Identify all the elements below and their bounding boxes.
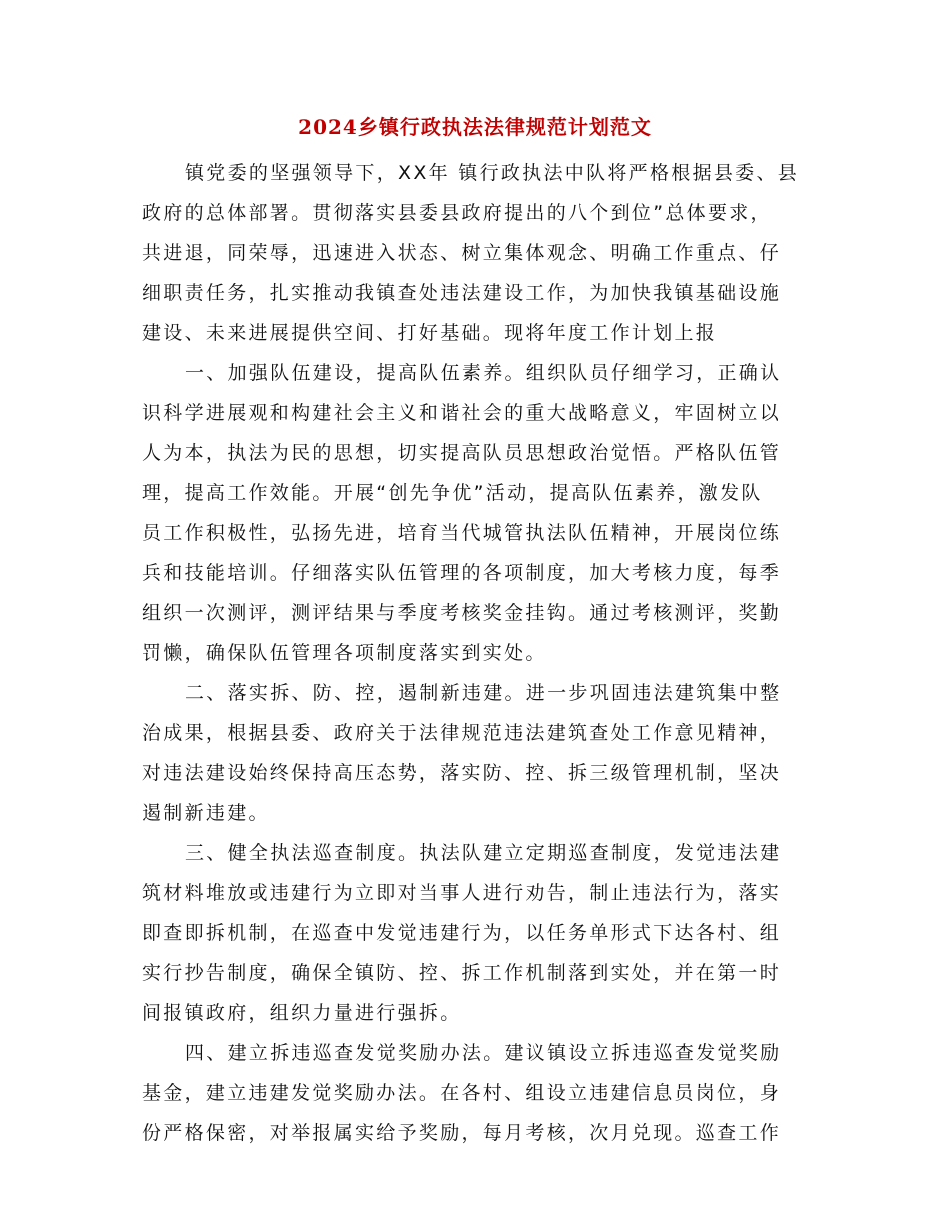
paragraph-line: 一、加强队伍建设，提高队伍素养。组织队员仔细学习，正确认	[185, 362, 782, 384]
paragraph-line: 三、健全执法巡查制度。执法队建立定期巡查制度，发觉违法建	[185, 842, 782, 864]
paragraph-line: 建设、未来进展提供空间、打好基础。现将年度工作计划上报	[142, 322, 718, 344]
paragraph-line: 组织一次测评，测评结果与季度考核奖金挂钩。通过考核测评，奖勤	[142, 602, 782, 624]
paragraph-line: 员工作积极性，弘扬先进，培育当代城管执法队伍精神，开展岗位练	[142, 522, 782, 544]
paragraph-line: 四、建立拆违巡查发觉奖励办法。建议镇设立拆违巡查发觉奖励	[185, 1042, 782, 1064]
paragraph-line: 罚懒，确保队伍管理各项制度落实到实处。	[142, 642, 547, 664]
paragraph-line: 份严格保密，对举报属实给予奖励，每月考核，次月兑现。巡查工作	[142, 1122, 782, 1144]
paragraph-line: 间报镇政府，组织力量进行强拆。	[142, 1002, 462, 1024]
paragraph-line: 对违法建设始终保持高压态势，落实防、控、拆三级管理机制，坚决	[142, 762, 782, 784]
paragraph-line: 镇党委的坚强领导下，XX年 镇行政执法中队将严格根据县委、县	[185, 162, 800, 184]
paragraph-line: 人为本，执法为民的思想，切实提高队员思想政治觉悟。严格队伍管	[142, 442, 782, 464]
paragraph-line: 筑材料堆放或违建行为立即对当事人进行劝告，制止违法行为，落实	[142, 882, 782, 904]
paragraph-line: 共进退，同荣辱，迅速进入状态、树立集体观念、明确工作重点、仔	[142, 242, 782, 264]
paragraph-line: 二、落实拆、防、控，遏制新违建。进一步巩固违法建筑集中整	[185, 682, 782, 704]
paragraph-line: 遏制新违建。	[142, 802, 270, 824]
document-title: 2024乡镇行政执法法律规范计划范文	[298, 115, 652, 139]
paragraph-line: 细职责任务，扎实推动我镇查处违法建设工作，为加快我镇基础设施	[142, 282, 782, 304]
paragraph-line: 实行抄告制度，确保全镇防、控、拆工作机制落到实处，并在第一时	[142, 962, 782, 984]
paragraph-line: 兵和技能培训。仔细落实队伍管理的各项制度，加大考核力度，每季	[142, 562, 782, 584]
paragraph-line: 治成果，根据县委、政府关于法律规范违法建筑查处工作意见精神，	[142, 722, 782, 744]
paragraph-line: 基金，建立违建发觉奖励办法。在各村、组设立违建信息员岗位，身	[142, 1082, 782, 1104]
paragraph-line: 理，提高工作效能。开展“创先争优”活动，提高队伍素养，激发队	[142, 482, 763, 504]
paragraph-line: 政府的总体部署。贯彻落实县委县政府提出的八个到位”总体要求，	[142, 202, 772, 224]
paragraph-line: 即查即拆机制，在巡查中发觉违建行为，以任务单形式下达各村、组	[142, 922, 782, 944]
paragraph-line: 识科学进展观和构建社会主义和谐社会的重大战略意义，牢固树立以	[142, 402, 782, 424]
